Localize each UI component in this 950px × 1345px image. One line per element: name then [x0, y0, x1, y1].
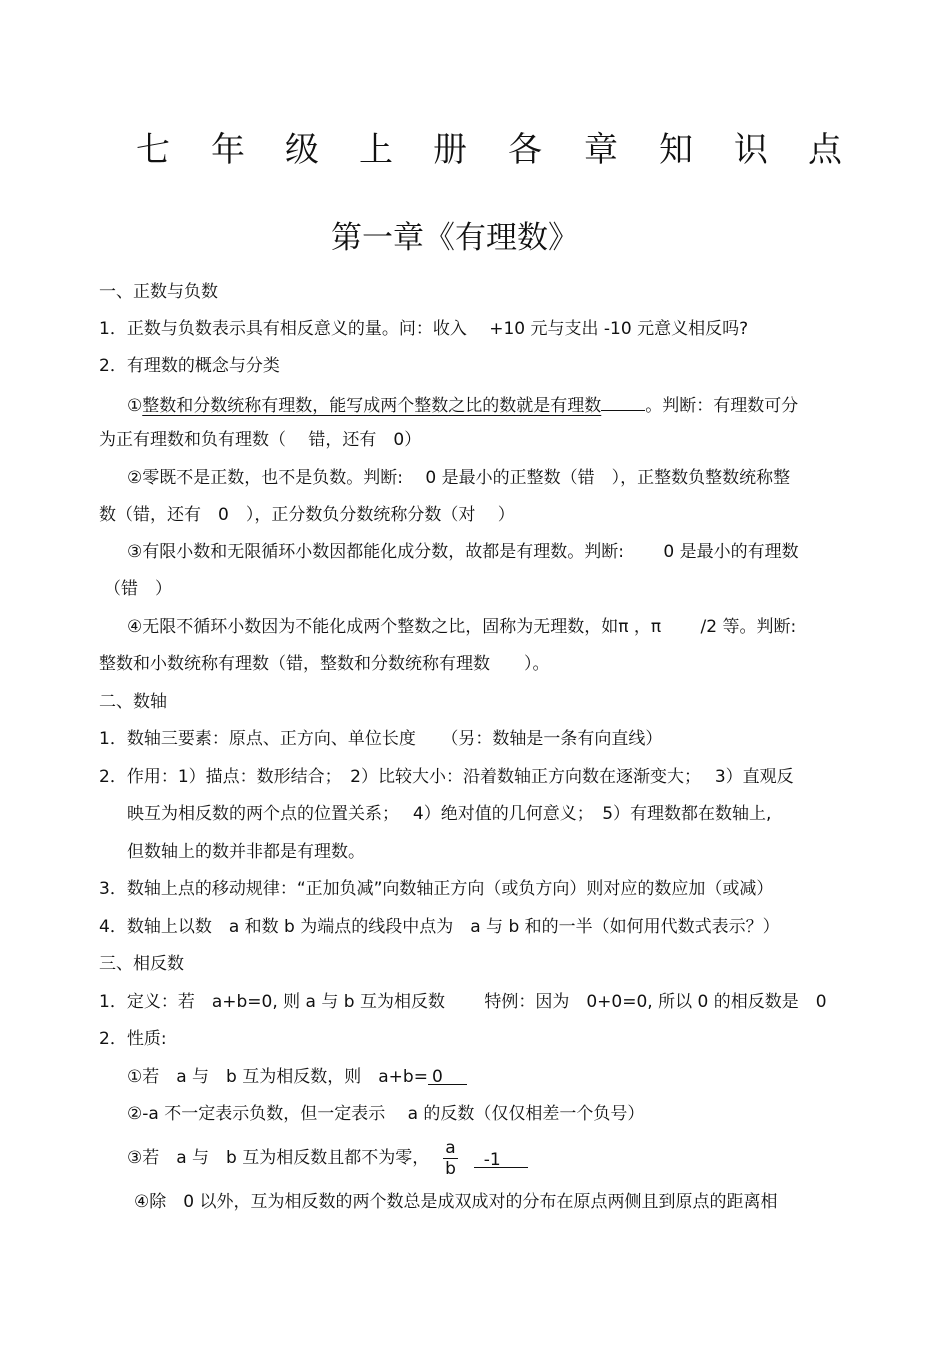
answer-blank: 0 [428, 1066, 467, 1085]
paragraph [127, 392, 798, 417]
underlined-definition: 整数和分数统称有理数，能写成两个整数之比的数就是有理数 [142, 396, 602, 416]
title-char: 年 [211, 130, 245, 170]
property-item [127, 1066, 467, 1088]
title-char: 章 [584, 130, 618, 170]
list-item: 2．有理数的概念与分类 [99, 356, 280, 376]
list-item-continuation: 但数轴上的数并非都是有理数。 [127, 842, 365, 862]
list-item: 2．作用：1）描点：数形结合； 2）比较大小：沿着数轴正方向数在逐渐变大； 3）直观反 [99, 767, 794, 787]
title-char: 知 [659, 130, 693, 170]
paragraph-line: 为正有理数和负有理数（ 错，还有 0） [99, 430, 422, 450]
title-char: 点 [808, 130, 842, 170]
property-text: ③若 a 与 b 互为相反数且都不为零， [127, 1148, 430, 1168]
list-item: 2．性质: [99, 1029, 167, 1049]
circled-number: ① [127, 396, 143, 416]
property-item [127, 1135, 528, 1181]
paragraph-line: 整数和小数统称有理数（错，整数和分数统称有理数 ）。 [99, 654, 550, 674]
paragraph-text: 。判断：有理数可分 [645, 396, 799, 416]
property-text: ①若 a 与 b 互为相反数，则 a+b= [127, 1067, 428, 1087]
list-item: 1．定义：若 a+b=0, 则 a 与 b 互为相反数 特例：因为 0+0=0, 所以 0 的相反数是 0 [99, 992, 827, 1012]
answer-blank [601, 392, 645, 411]
chapter-title: 第一章《有理数》 [331, 220, 579, 256]
list-item: 4．数轴上以数 a 和数 b 为端点的线段中点为 a 与 b 和的一半（如何用代数式表示？） [99, 917, 780, 937]
section-heading: 三、相反数 [99, 954, 184, 974]
list-item: 3．数轴上点的移动规律：“正加负减”向数轴正方向（或负方向）则对应的数应加（或减） [99, 879, 774, 899]
property-item: ②-a 不一定表示负数，但一定表示 a 的反数（仅仅相差一个负号） [127, 1104, 645, 1124]
fraction [443, 1138, 457, 1179]
paragraph-line: ③有限小数和无限循环小数因都能化成分数，故都是有理数。判断: 0 是最小的有理数 [127, 542, 799, 562]
title-char: 级 [285, 130, 319, 170]
title-char: 识 [734, 130, 768, 170]
list-item: 1．数轴三要素：原点、正方向、单位长度 （另：数轴是一条有向直线） [99, 729, 663, 749]
list-item: 1．正数与负数表示具有相反意义的量。问：收入 +10 元与支出 -10 元意义相反吗? [99, 319, 749, 339]
paragraph-line: 数（错，还有 0 ），正分数负分数统称分数（对 ） [99, 505, 515, 525]
paragraph-line: ②零既不是正数，也不是负数。判断: 0 是最小的正整数（错 ），正整数负整数统称整 [127, 468, 791, 488]
paragraph-line: （错 ） [104, 579, 172, 599]
property-item: ④除 0 以外，互为相反数的两个数总是成双成对的分布在原点两侧且到原点的距离相 [134, 1192, 778, 1212]
title-char: 七 [136, 130, 170, 170]
section-heading: 二、数轴 [99, 692, 167, 712]
title-char: 册 [433, 130, 467, 170]
list-item-continuation: 映互为相反数的两个点的位置关系； 4）绝对值的几何意义； 5）有理数都在数轴上, [127, 804, 772, 824]
title-char: 各 [508, 130, 542, 170]
fraction-numerator: a [445, 1137, 456, 1158]
section-heading: 一、正数与负数 [99, 282, 218, 302]
paragraph-line: ④无限不循环小数因为不能化成两个整数之比，固称为无理数，如π ，π /2 等。判断: [127, 617, 797, 637]
answer-blank: -1 [474, 1149, 528, 1168]
fraction-denominator: b [445, 1158, 456, 1179]
title-char: 上 [359, 130, 393, 170]
